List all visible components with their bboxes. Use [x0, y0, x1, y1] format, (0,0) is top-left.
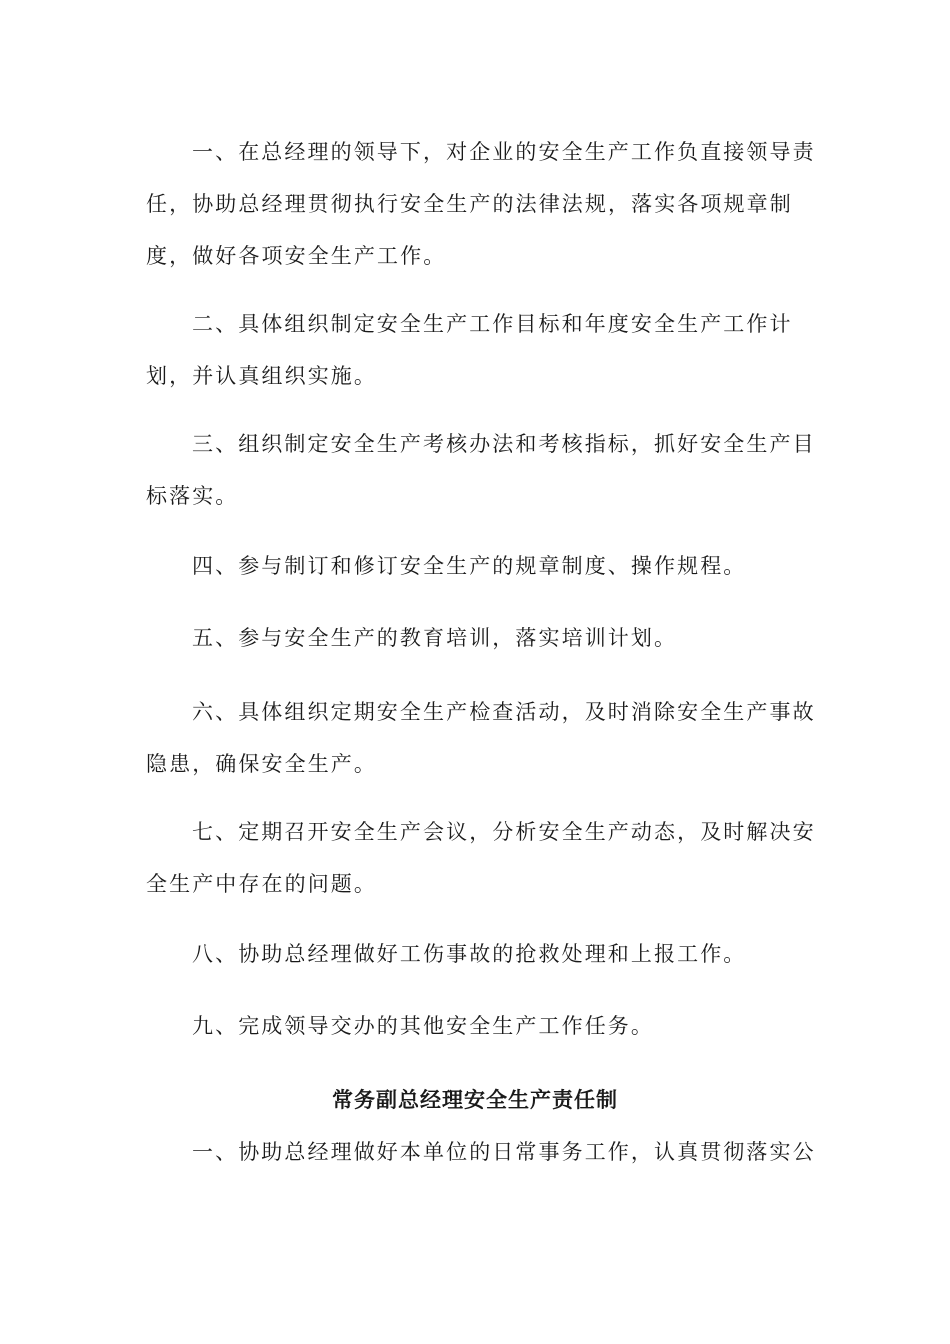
- paragraph-9: 九、完成领导交办的其他安全生产工作任务。: [192, 1014, 654, 1038]
- paragraph-2: 二、具体组织制定安全生产工作目标和年度安全生产工作计划，并认真组织实施。: [146, 312, 793, 388]
- paragraph-5: 五、参与安全生产的教育培训，落实培训计划。: [192, 626, 678, 650]
- section-paragraph-1: 一、协助总经理做好本单位的日常事务工作，认真贯彻落实公: [192, 1140, 816, 1164]
- paragraph-4: 四、参与制订和修订安全生产的规章制度、操作规程。: [192, 554, 747, 578]
- paragraph-8: 八、协助总经理做好工伤事故的抢救处理和上报工作。: [192, 942, 747, 966]
- paragraph-7: 七、定期召开安全生产会议，分析安全生产动态，及时解决安全生产中存在的问题。: [146, 820, 816, 896]
- paragraph-6: 六、具体组织定期安全生产检查活动，及时消除安全生产事故隐患，确保安全生产。: [146, 700, 816, 776]
- paragraph-3: 三、组织制定安全生产考核办法和考核指标，抓好安全生产目标落实。: [146, 432, 816, 508]
- section-heading: 常务副总经理安全生产责任制: [332, 1087, 618, 1112]
- paragraph-1: 一、在总经理的领导下，对企业的安全生产工作负直接领导责任，协助总经理贯彻执行安全生产的法律法规，落实各项规章制度，做好各项安全生产工作。: [146, 140, 816, 268]
